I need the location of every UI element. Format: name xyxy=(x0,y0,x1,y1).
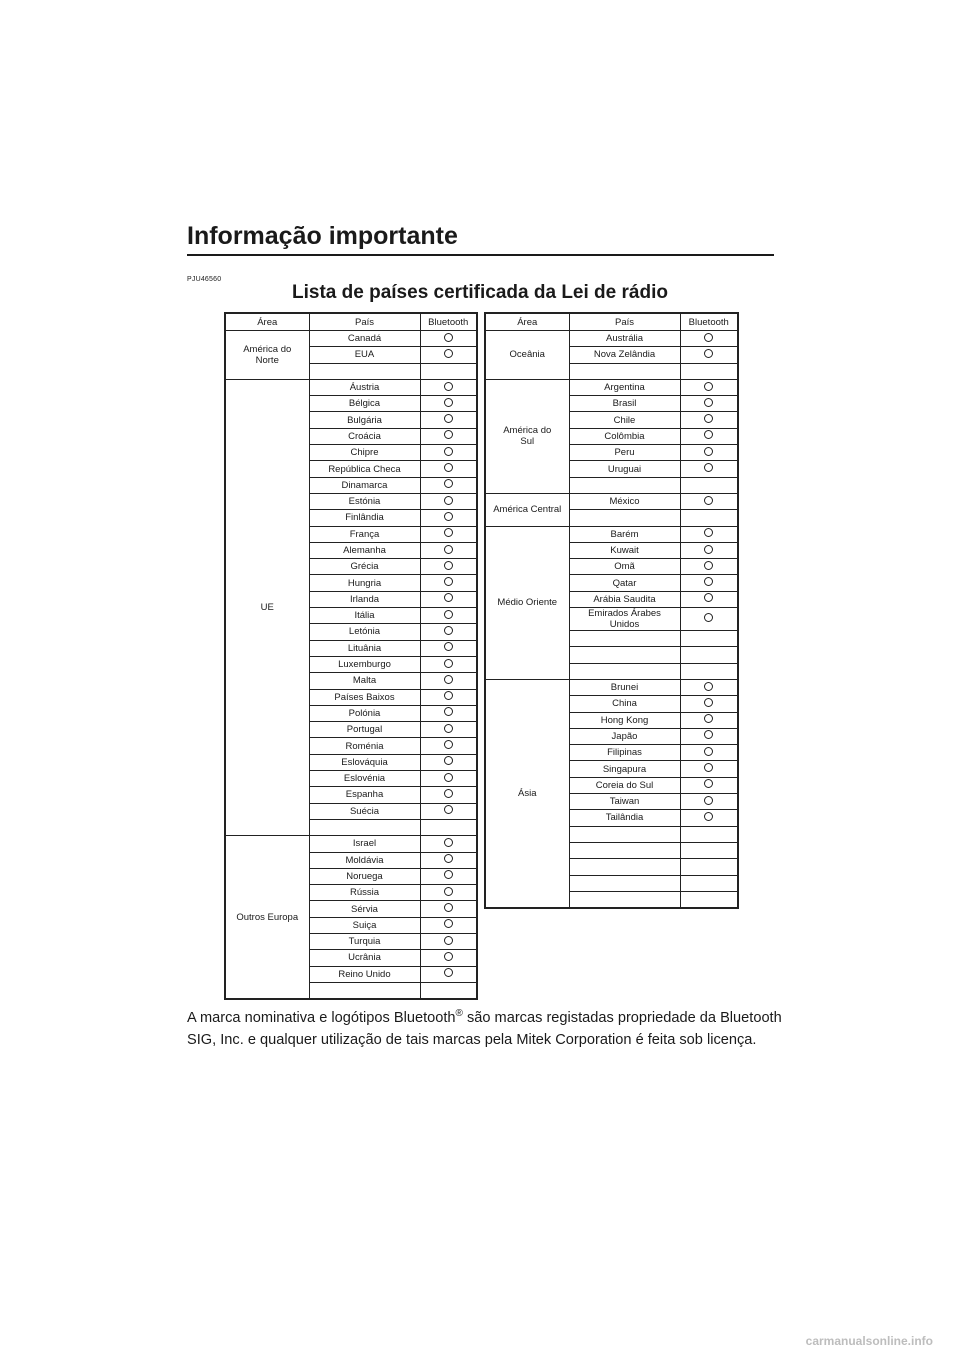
country-cell: Noruega xyxy=(309,868,420,884)
bluetooth-cell xyxy=(420,836,477,852)
column-header-country: País xyxy=(569,313,680,331)
certified-circle-icon xyxy=(704,382,713,391)
bluetooth-cell xyxy=(420,624,477,640)
country-cell: Tailândia xyxy=(569,810,680,826)
certified-circle-icon xyxy=(444,382,453,391)
bluetooth-cell xyxy=(680,728,738,744)
title-rule xyxy=(187,254,774,256)
certified-circle-icon xyxy=(444,593,453,602)
table-row xyxy=(485,679,738,695)
table-row xyxy=(485,526,738,542)
column-header-country: País xyxy=(309,313,420,331)
certified-circle-icon xyxy=(444,952,453,961)
country-cell: Alemanha xyxy=(309,542,420,558)
country-cell: Países Baixos xyxy=(309,689,420,705)
country-cell xyxy=(569,510,680,526)
bluetooth-cell xyxy=(420,510,477,526)
bluetooth-cell xyxy=(420,461,477,477)
certified-circle-icon xyxy=(704,747,713,756)
bluetooth-cell xyxy=(680,679,738,695)
area-cell: América do Sul xyxy=(485,379,569,493)
certified-circle-icon xyxy=(444,545,453,554)
country-cell: Suécia xyxy=(309,803,420,819)
certified-circle-icon xyxy=(444,675,453,684)
certified-circle-icon xyxy=(704,447,713,456)
country-cell: Emirados Árabes Unidos xyxy=(569,608,680,631)
bluetooth-cell xyxy=(680,461,738,477)
country-cell: Argentina xyxy=(569,379,680,395)
country-cell: México xyxy=(569,493,680,509)
country-cell: Barém xyxy=(569,526,680,542)
bluetooth-cell xyxy=(680,396,738,412)
bluetooth-cell xyxy=(420,379,477,395)
certified-circle-icon xyxy=(444,528,453,537)
bluetooth-cell xyxy=(680,526,738,542)
bluetooth-cell xyxy=(680,631,738,647)
country-cell: Turquia xyxy=(309,933,420,949)
certified-circle-icon xyxy=(444,496,453,505)
certified-circle-icon xyxy=(444,756,453,765)
country-cell: Malta xyxy=(309,673,420,689)
certified-circle-icon xyxy=(444,936,453,945)
country-cell: República Checa xyxy=(309,461,420,477)
country-cell: Qatar xyxy=(569,575,680,591)
country-cell: Eslováquia xyxy=(309,754,420,770)
bluetooth-cell xyxy=(420,445,477,461)
table-row xyxy=(485,493,738,509)
country-cell: Bélgica xyxy=(309,396,420,412)
bluetooth-cell xyxy=(680,493,738,509)
country-cell xyxy=(569,363,680,379)
area-cell: América Central xyxy=(485,493,569,526)
bluetooth-cell xyxy=(680,745,738,761)
bluetooth-cell xyxy=(420,852,477,868)
country-cell: Singapura xyxy=(569,761,680,777)
country-cell: Reino Unido xyxy=(309,966,420,982)
bluetooth-cell xyxy=(420,950,477,966)
certified-circle-icon xyxy=(444,691,453,700)
bluetooth-cell xyxy=(420,819,477,835)
page-title: Informação importante xyxy=(187,222,458,250)
country-cell: Hong Kong xyxy=(569,712,680,728)
certified-circle-icon xyxy=(444,414,453,423)
bluetooth-cell xyxy=(680,842,738,858)
certified-circle-icon xyxy=(444,577,453,586)
certified-circle-icon xyxy=(444,724,453,733)
certified-circle-icon xyxy=(704,812,713,821)
certified-circle-icon xyxy=(444,838,453,847)
bluetooth-cell xyxy=(420,885,477,901)
country-cell: Coreia do Sul xyxy=(569,777,680,793)
bluetooth-cell xyxy=(680,891,738,908)
bluetooth-cell xyxy=(420,640,477,656)
country-cell: Chipre xyxy=(309,445,420,461)
table-row xyxy=(485,331,738,347)
bluetooth-cell xyxy=(420,982,477,999)
bluetooth-cell xyxy=(420,363,477,379)
bluetooth-cell xyxy=(680,794,738,810)
bluetooth-cell xyxy=(680,363,738,379)
certified-circle-icon xyxy=(444,919,453,928)
table-row xyxy=(485,379,738,395)
area-cell: UE xyxy=(225,379,309,835)
certified-circle-icon xyxy=(704,545,713,554)
country-cell xyxy=(569,631,680,647)
bluetooth-cell xyxy=(680,777,738,793)
bluetooth-cell xyxy=(420,396,477,412)
bluetooth-cell xyxy=(680,875,738,891)
country-table-right xyxy=(484,312,739,909)
country-cell: Áustria xyxy=(309,379,420,395)
column-header-bluetooth: Bluetooth xyxy=(420,313,477,331)
certified-circle-icon xyxy=(444,707,453,716)
country-cell: Suiça xyxy=(309,917,420,933)
country-cell: Eslovénia xyxy=(309,771,420,787)
bluetooth-cell xyxy=(420,608,477,624)
country-cell xyxy=(569,663,680,679)
section-title: Lista de países certificada da Lei de rádio xyxy=(292,282,668,303)
bluetooth-cell xyxy=(680,477,738,493)
certified-circle-icon xyxy=(444,740,453,749)
bluetooth-cell xyxy=(680,761,738,777)
certified-circle-icon xyxy=(444,642,453,651)
bluetooth-cell xyxy=(420,347,477,363)
area-cell: América do Norte xyxy=(225,331,309,380)
bluetooth-cell xyxy=(680,608,738,631)
certified-circle-icon xyxy=(444,463,453,472)
certified-circle-icon xyxy=(444,659,453,668)
country-cell xyxy=(569,477,680,493)
bluetooth-cell xyxy=(680,428,738,444)
certified-circle-icon xyxy=(444,626,453,635)
bluetooth-cell xyxy=(420,477,477,493)
country-cell: Luxemburgo xyxy=(309,656,420,672)
country-cell: Ucrânia xyxy=(309,950,420,966)
country-cell xyxy=(309,363,420,379)
country-cell: China xyxy=(569,696,680,712)
certified-circle-icon xyxy=(444,398,453,407)
bluetooth-cell xyxy=(680,575,738,591)
certified-circle-icon xyxy=(444,903,453,912)
country-cell: Letónia xyxy=(309,624,420,640)
country-cell: Brunei xyxy=(569,679,680,695)
bluetooth-cell xyxy=(680,810,738,826)
certified-circle-icon xyxy=(704,698,713,707)
bluetooth-cell xyxy=(680,826,738,842)
country-cell xyxy=(569,859,680,875)
trademark-notice xyxy=(187,1003,787,1051)
bluetooth-cell xyxy=(420,412,477,428)
country-cell: Grécia xyxy=(309,559,420,575)
area-cell: Outros Europa xyxy=(225,836,309,999)
country-cell xyxy=(569,891,680,908)
country-cell: Estónia xyxy=(309,493,420,509)
bluetooth-cell xyxy=(680,347,738,363)
country-cell xyxy=(569,875,680,891)
bluetooth-cell xyxy=(680,696,738,712)
certified-circle-icon xyxy=(704,349,713,358)
trademark-text-start: A marca nominativa e logótipos Bluetooth xyxy=(187,1009,456,1026)
certified-circle-icon xyxy=(704,398,713,407)
country-cell: Canadá xyxy=(309,331,420,347)
bluetooth-cell xyxy=(420,803,477,819)
bluetooth-cell xyxy=(680,647,738,663)
bluetooth-cell xyxy=(420,868,477,884)
certified-circle-icon xyxy=(444,805,453,814)
country-cell: Austrália xyxy=(569,331,680,347)
certified-circle-icon xyxy=(444,561,453,570)
country-cell: EUA xyxy=(309,347,420,363)
country-cell: Lituânia xyxy=(309,640,420,656)
country-cell: Finlândia xyxy=(309,510,420,526)
country-cell xyxy=(569,826,680,842)
certified-circle-icon xyxy=(704,796,713,805)
country-cell: Espanha xyxy=(309,787,420,803)
bluetooth-cell xyxy=(420,705,477,721)
country-cell: Bulgária xyxy=(309,412,420,428)
country-cell xyxy=(569,647,680,663)
certified-circle-icon xyxy=(704,528,713,537)
country-cell: Colômbia xyxy=(569,428,680,444)
certified-circle-icon xyxy=(704,613,713,622)
bluetooth-cell xyxy=(420,493,477,509)
certified-circle-icon xyxy=(704,730,713,739)
table-row xyxy=(225,331,477,347)
country-cell: Croácia xyxy=(309,428,420,444)
certified-circle-icon xyxy=(704,779,713,788)
certified-circle-icon xyxy=(704,714,713,723)
column-header-area: Área xyxy=(225,313,309,331)
certified-circle-icon xyxy=(444,773,453,782)
table-header-row xyxy=(225,313,477,331)
certified-circle-icon xyxy=(704,682,713,691)
certified-circle-icon xyxy=(704,333,713,342)
certified-circle-icon xyxy=(444,789,453,798)
bluetooth-cell xyxy=(420,673,477,689)
certified-circle-icon xyxy=(444,968,453,977)
bluetooth-cell xyxy=(420,656,477,672)
bluetooth-cell xyxy=(680,663,738,679)
country-cell: Israel xyxy=(309,836,420,852)
country-cell: Peru xyxy=(569,445,680,461)
bluetooth-cell xyxy=(420,689,477,705)
country-cell: Moldávia xyxy=(309,852,420,868)
bluetooth-cell xyxy=(680,712,738,728)
country-cell: Taiwan xyxy=(569,794,680,810)
certified-circle-icon xyxy=(704,561,713,570)
trademark-text-end: são marcas registadas propriedade da Bluetooth SIG, Inc. e qualquer utilização de tais marcas pela Mitek Corporation é feita sob licença. xyxy=(187,1009,782,1048)
certified-circle-icon xyxy=(704,577,713,586)
certified-circle-icon xyxy=(444,430,453,439)
country-cell: Filipinas xyxy=(569,745,680,761)
bluetooth-cell xyxy=(420,575,477,591)
certified-circle-icon xyxy=(444,349,453,358)
bluetooth-cell xyxy=(680,859,738,875)
bluetooth-cell xyxy=(420,754,477,770)
country-cell: Arábia Saudita xyxy=(569,591,680,607)
bluetooth-cell xyxy=(420,738,477,754)
bluetooth-cell xyxy=(680,510,738,526)
certified-circle-icon xyxy=(444,870,453,879)
country-cell: Uruguai xyxy=(569,461,680,477)
country-cell xyxy=(569,842,680,858)
bluetooth-cell xyxy=(420,787,477,803)
bluetooth-cell xyxy=(680,412,738,428)
bluetooth-cell xyxy=(420,933,477,949)
country-cell xyxy=(309,819,420,835)
certified-circle-icon xyxy=(704,763,713,772)
column-header-bluetooth: Bluetooth xyxy=(680,313,738,331)
country-cell xyxy=(309,982,420,999)
country-cell: Polónia xyxy=(309,705,420,721)
bluetooth-cell xyxy=(420,428,477,444)
bluetooth-cell xyxy=(420,966,477,982)
bluetooth-cell xyxy=(680,591,738,607)
table-row xyxy=(225,836,477,852)
area-cell: Oceânia xyxy=(485,331,569,380)
certified-circle-icon xyxy=(444,512,453,521)
certified-circle-icon xyxy=(704,463,713,472)
country-cell: Sérvia xyxy=(309,901,420,917)
country-cell: Dinamarca xyxy=(309,477,420,493)
country-cell: Roménia xyxy=(309,738,420,754)
bluetooth-cell xyxy=(680,331,738,347)
bluetooth-cell xyxy=(420,331,477,347)
country-cell: Japão xyxy=(569,728,680,744)
bluetooth-cell xyxy=(420,771,477,787)
country-cell: Nova Zelândia xyxy=(569,347,680,363)
bluetooth-cell xyxy=(420,901,477,917)
country-cell: Chile xyxy=(569,412,680,428)
country-cell: Omã xyxy=(569,559,680,575)
country-cell: Rússia xyxy=(309,885,420,901)
registered-mark: ® xyxy=(455,1008,463,1019)
watermark: carmanualsonline.info xyxy=(805,1334,933,1348)
country-cell: Hungria xyxy=(309,575,420,591)
country-cell: Irlanda xyxy=(309,591,420,607)
country-cell: Itália xyxy=(309,608,420,624)
country-cell: Kuwait xyxy=(569,542,680,558)
bluetooth-cell xyxy=(680,542,738,558)
bluetooth-cell xyxy=(420,591,477,607)
certified-circle-icon xyxy=(444,854,453,863)
bluetooth-cell xyxy=(680,379,738,395)
certified-circle-icon xyxy=(444,447,453,456)
certified-circle-icon xyxy=(704,430,713,439)
area-cell: Médio Oriente xyxy=(485,526,569,679)
table-row xyxy=(225,379,477,395)
column-header-area: Área xyxy=(485,313,569,331)
certified-circle-icon xyxy=(444,610,453,619)
bluetooth-cell xyxy=(420,917,477,933)
certified-circle-icon xyxy=(444,887,453,896)
bluetooth-cell xyxy=(420,559,477,575)
bluetooth-cell xyxy=(680,559,738,575)
bluetooth-cell xyxy=(680,445,738,461)
country-cell: Portugal xyxy=(309,722,420,738)
country-table-left xyxy=(224,312,478,1000)
country-cell: França xyxy=(309,526,420,542)
certified-circle-icon xyxy=(444,333,453,342)
section-code: PJU46560 xyxy=(187,276,222,283)
country-cell: Brasil xyxy=(569,396,680,412)
certified-circle-icon xyxy=(704,414,713,423)
bluetooth-cell xyxy=(420,526,477,542)
bluetooth-cell xyxy=(420,722,477,738)
certified-circle-icon xyxy=(704,593,713,602)
certified-circle-icon xyxy=(444,479,453,488)
table-header-row xyxy=(485,313,738,331)
area-cell: Ásia xyxy=(485,679,569,908)
certified-circle-icon xyxy=(704,496,713,505)
bluetooth-cell xyxy=(420,542,477,558)
